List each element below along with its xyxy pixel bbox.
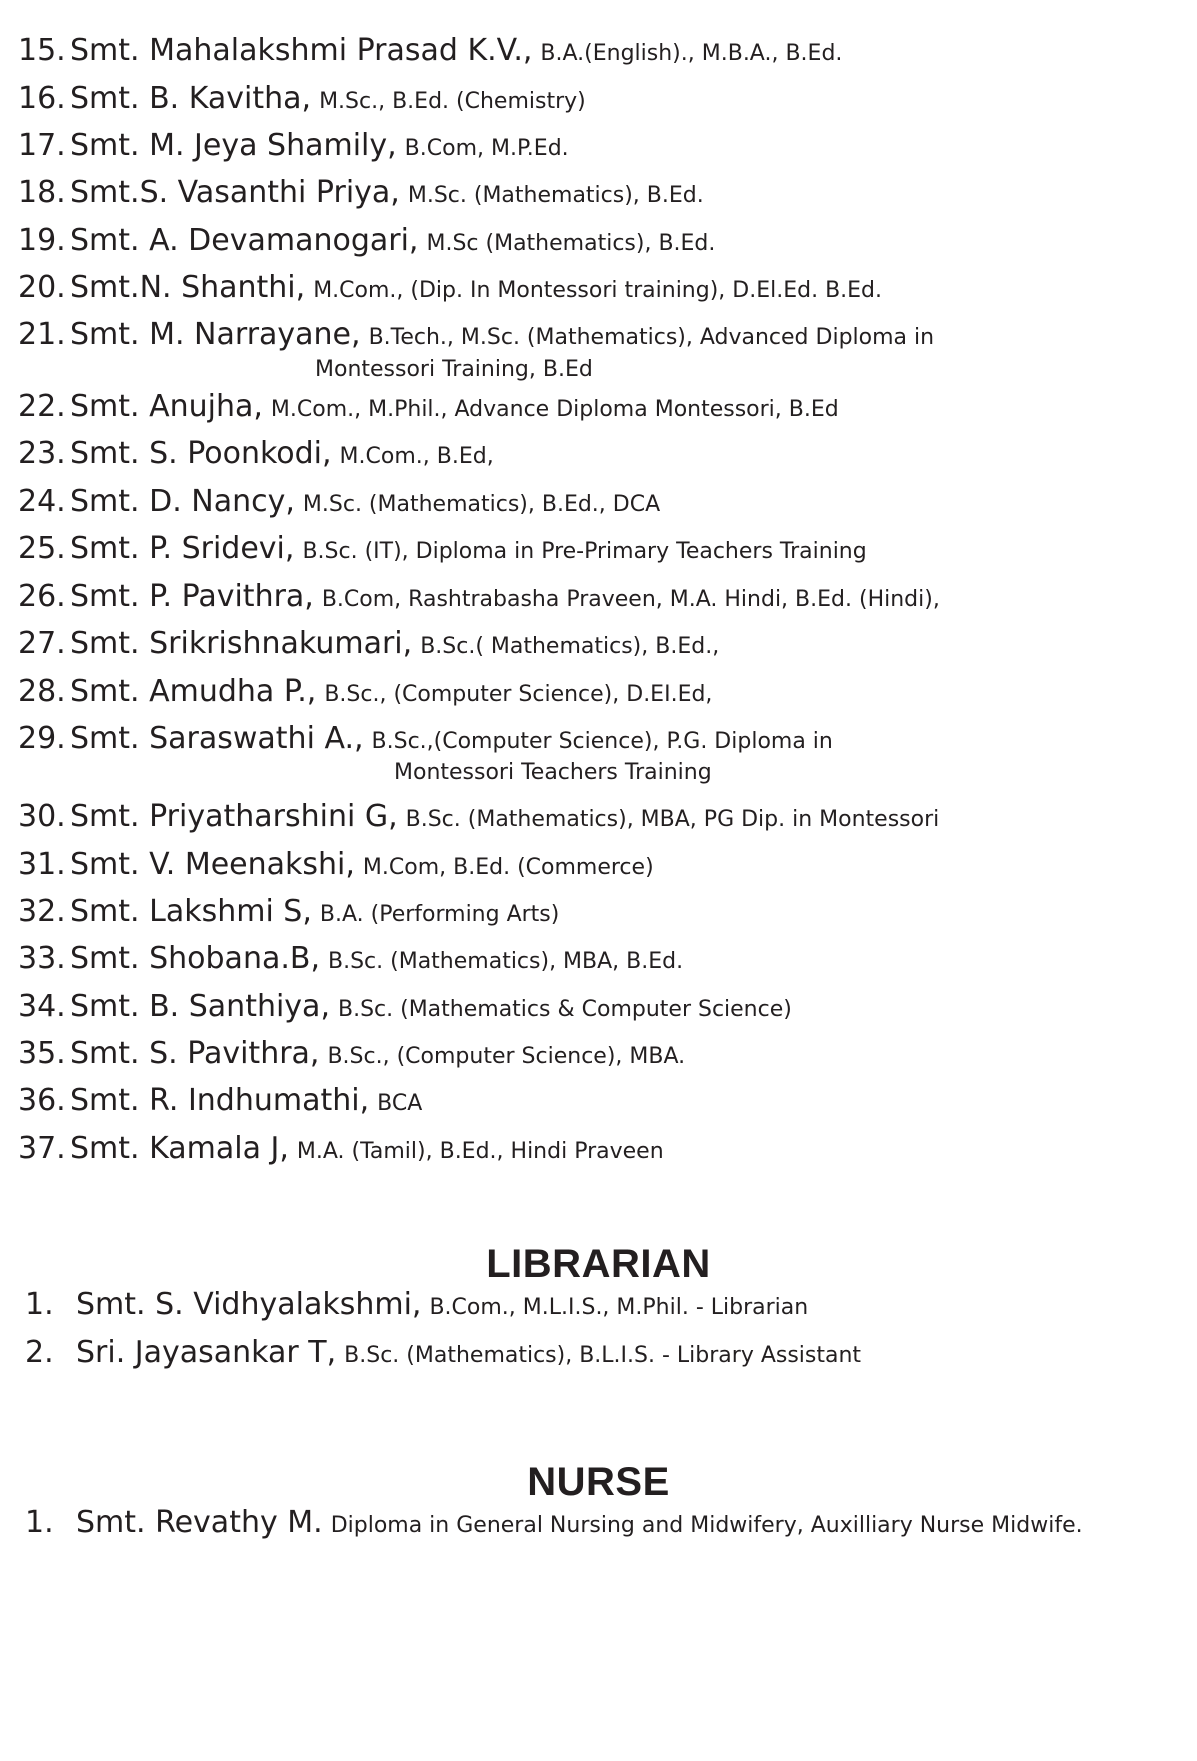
staff-name-line [70, 317, 935, 352]
staff-number: 35. [18, 1036, 66, 1071]
staff-number: 29. [18, 721, 66, 756]
staff-number: 20. [18, 270, 66, 305]
staff-qualification: M.Sc. (Mathematics), B.Ed. [407, 183, 704, 208]
staff-qualification: M.Com, B.Ed. (Commerce) [362, 855, 654, 880]
staff-name: Smt.S. Vasanthi Priya, [70, 175, 400, 210]
staff-name: Smt. S. Pavithra, [70, 1036, 320, 1071]
librarian-name-line [76, 1287, 809, 1322]
staff-name-line [70, 721, 833, 756]
staff-qualification: B.A.(English)., M.B.A., B.Ed. [540, 41, 843, 66]
staff-qualification: B.Sc. (Mathematics & Computer Science) [337, 997, 792, 1022]
staff-name: Smt. S. Poonkodi, [70, 436, 332, 471]
staff-qualification: B.A. (Performing Arts) [319, 902, 560, 927]
staff-name-line [70, 1036, 686, 1071]
staff-name-line [70, 270, 883, 305]
nurse-name: Smt. Revathy M. [76, 1505, 323, 1540]
staff-qualification: BCA [377, 1091, 423, 1116]
staff-name: Smt. Priyatharshini G, [70, 799, 398, 834]
staff-name-line [70, 989, 792, 1024]
staff-qualification: M.Com., (Dip. In Montessori training), D.El.Ed. B.Ed. [313, 278, 883, 303]
staff-qualification: M.Sc., B.Ed. (Chemistry) [319, 89, 586, 114]
staff-name: Smt. Lakshmi S, [70, 894, 312, 929]
staff-name: Smt. R. Indhumathi, [70, 1083, 370, 1118]
staff-number: 21. [18, 317, 66, 352]
librarian-name: Sri. Jayasankar T, [76, 1335, 337, 1370]
staff-number: 19. [18, 223, 66, 258]
staff-name-line [70, 389, 839, 424]
staff-name-line [70, 674, 713, 709]
staff-number: 27. [18, 626, 66, 661]
staff-name-line [70, 175, 704, 210]
staff-qualification: B.Sc. (IT), Diploma in Pre-Primary Teachers Training [302, 539, 867, 564]
staff-name-line [70, 33, 843, 68]
staff-number: 25. [18, 531, 66, 566]
staff-qualification: B.Sc. (Mathematics), MBA, PG Dip. in Montessori [405, 807, 940, 832]
staff-qualification: B.Com, Rashtrabasha Praveen, M.A. Hindi, B.Ed. (Hindi), [321, 587, 940, 612]
staff-number: 33. [18, 941, 66, 976]
staff-number: 15. [18, 33, 66, 68]
staff-name-line [70, 531, 867, 566]
staff-qualification: B.Sc., (Computer Science), MBA. [327, 1044, 686, 1069]
staff-name-line [70, 941, 684, 976]
staff-qualification: B.Com, M.P.Ed. [404, 136, 569, 161]
staff-qualification-continuation: Montessori Teachers Training [394, 760, 712, 785]
staff-qualification: B.Sc.( Mathematics), B.Ed., [420, 634, 720, 659]
staff-name: Smt. Kamala J, [70, 1131, 289, 1166]
librarian-qualification: B.Sc. (Mathematics), B.L.I.S. - Library Assistant [344, 1343, 862, 1368]
staff-number: 37. [18, 1131, 66, 1166]
staff-qualification: B.Sc., (Computer Science), D.EI.Ed, [324, 682, 713, 707]
staff-name-line [70, 894, 560, 929]
staff-number: 22. [18, 389, 66, 424]
staff-name-line [70, 128, 569, 163]
librarian-number: 2. [25, 1335, 54, 1370]
staff-number: 36. [18, 1083, 66, 1118]
staff-number: 17. [18, 128, 66, 163]
staff-qualification: B.Sc. (Mathematics), MBA, B.Ed. [328, 949, 684, 974]
staff-number: 34. [18, 989, 66, 1024]
staff-number: 26. [18, 579, 66, 614]
librarian-heading: LIBRARIAN [486, 1242, 711, 1286]
staff-name: Smt. B. Kavitha, [70, 81, 312, 116]
staff-name: Smt. M. Narrayane, [70, 317, 361, 352]
staff-number: 18. [18, 175, 66, 210]
librarian-number: 1. [25, 1287, 54, 1322]
staff-number: 32. [18, 894, 66, 929]
staff-name: Smt. Shobana.B, [70, 941, 320, 976]
librarian-qualification: B.Com., M.L.I.S., M.Phil. - Librarian [429, 1295, 809, 1320]
staff-name: Smt. V. Meenakshi, [70, 847, 355, 882]
staff-name: Smt.N. Shanthi, [70, 270, 306, 305]
staff-number: 31. [18, 847, 66, 882]
staff-qualification: M.Com., M.Phil., Advance Diploma Montessori, B.Ed [270, 397, 839, 422]
staff-name: Smt. M. Jeya Shamily, [70, 128, 397, 163]
staff-name-line [70, 1083, 423, 1118]
staff-name: Smt. Amudha P., [70, 674, 317, 709]
staff-number: 16. [18, 81, 66, 116]
nurse-heading: NURSE [527, 1460, 670, 1504]
staff-name-line [70, 626, 720, 661]
nurse-number: 1. [25, 1505, 54, 1540]
staff-name: Smt. D. Nancy, [70, 484, 295, 519]
staff-name-line [70, 223, 716, 258]
staff-qualification-continuation: Montessori Training, B.Ed [315, 357, 593, 382]
staff-number: 23. [18, 436, 66, 471]
staff-name-line [70, 436, 494, 471]
staff-name-line [70, 579, 940, 614]
staff-name: Smt. Mahalakshmi Prasad K.V., [70, 33, 533, 68]
staff-name-line [70, 1131, 664, 1166]
staff-name-line [70, 81, 586, 116]
staff-qualification: B.Sc.,(Computer Science), P.G. Diploma in [371, 729, 833, 754]
nurse-qualification: Diploma in General Nursing and Midwifery, Auxilliary Nurse Midwife. [330, 1513, 1083, 1538]
staff-qualification: M.Sc. (Mathematics), B.Ed., DCA [302, 492, 661, 517]
staff-number: 28. [18, 674, 66, 709]
staff-number: 24. [18, 484, 66, 519]
staff-qualification: M.Com., B.Ed, [339, 444, 494, 469]
staff-name: Smt. Srikrishnakumari, [70, 626, 413, 661]
staff-name: Smt. P. Pavithra, [70, 579, 314, 614]
staff-qualification: M.Sc (Mathematics), B.Ed. [426, 231, 716, 256]
staff-name: Smt. P. Sridevi, [70, 531, 295, 566]
staff-name-line [70, 847, 654, 882]
staff-name: Smt. Anujha, [70, 389, 263, 424]
staff-name-line [70, 799, 940, 834]
staff-qualification: B.Tech., M.Sc. (Mathematics), Advanced Diploma in [368, 325, 935, 350]
staff-qualification: M.A. (Tamil), B.Ed., Hindi Praveen [296, 1139, 664, 1164]
staff-number: 30. [18, 799, 66, 834]
staff-name: Smt. B. Santhiya, [70, 989, 330, 1024]
librarian-name-line [76, 1335, 862, 1370]
nurse-name-line [76, 1505, 1083, 1540]
staff-name: Smt. Saraswathi A., [70, 721, 364, 756]
librarian-name: Smt. S. Vidhyalakshmi, [76, 1287, 422, 1322]
staff-name-line [70, 484, 661, 519]
staff-name: Smt. A. Devamanogari, [70, 223, 419, 258]
